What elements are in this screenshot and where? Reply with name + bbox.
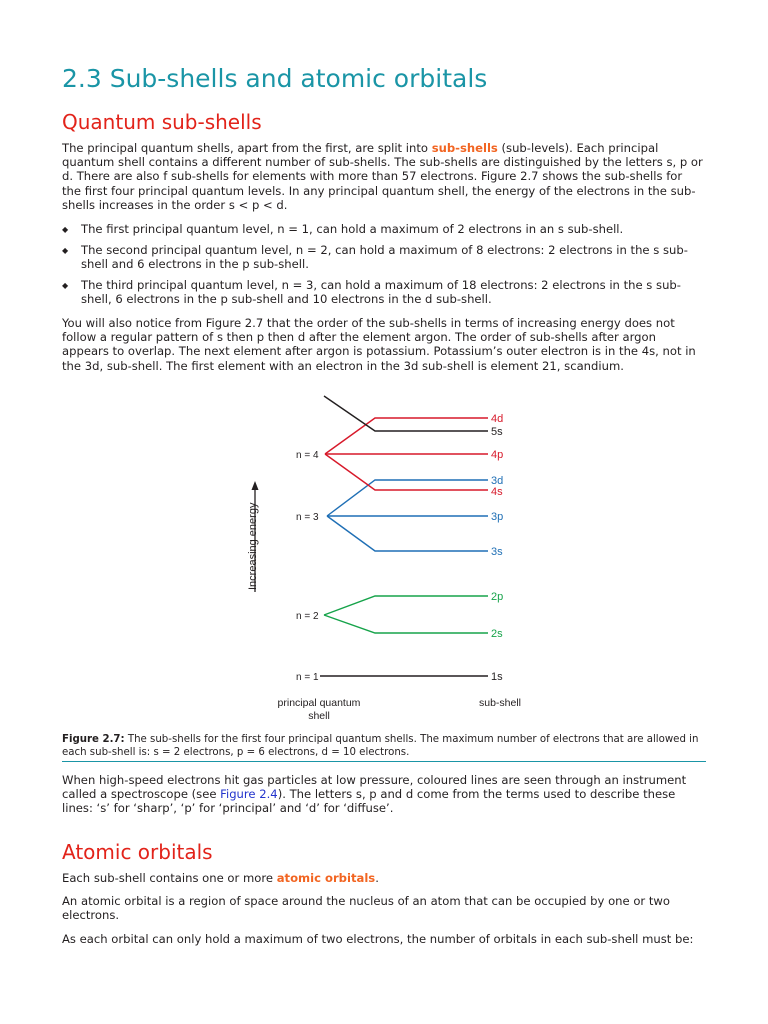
level-2p-line	[324, 596, 488, 615]
subshell-4p-label: 4p	[491, 449, 504, 461]
divider	[62, 761, 706, 762]
keyword-sub-shells[interactable]: sub-shells	[431, 141, 498, 155]
subshell-5s-label: 5s	[491, 426, 503, 438]
subshell-4d-label: 4d	[491, 413, 504, 425]
subshell-1s-label: 1s	[491, 671, 503, 683]
figure-caption-text: The sub-shells for the first four principal quantum shells. The maximum number of electrons that are allowed in each sub-shell is: s = 2 electrons, p = 6 electrons, d = 10 electrons.	[62, 734, 699, 758]
heading-quantum-sub-shells: Quantum sub-shells	[62, 110, 262, 134]
paragraph-orbitals-per-sub-shell: As each orbital can only hold a maximum of two electrons, the number of orbitals in each sub-shell must be:	[62, 932, 694, 946]
text: When high-speed electrons hit gas particles at low pressure, coloured lines are seen through an instrument called a spectroscope (see	[62, 773, 687, 802]
level-n2-label: n = 2	[296, 611, 319, 622]
sub-shell-energy-diagram	[232, 388, 532, 728]
subshell-4s-label: 4s	[491, 486, 503, 498]
level-3d-line	[327, 480, 488, 516]
level-n3-label: n = 3	[296, 512, 319, 523]
list-item	[62, 243, 704, 271]
energy-axis-label: Increasing energy	[247, 502, 259, 590]
heading-atomic-orbitals: Atomic orbitals	[62, 840, 213, 864]
level-n1-label: n = 1	[296, 672, 319, 683]
keyword-atomic-orbitals[interactable]: atomic orbitals	[276, 871, 376, 885]
subshell-3p-label: 3p	[491, 511, 504, 523]
paragraph-orbital-definition: An atomic orbital is a region of space around the nucleus of an atom that can be occupied by one or two electrons.	[62, 894, 671, 923]
figure-caption	[62, 733, 706, 759]
list-item	[62, 222, 704, 236]
bullet-list	[62, 222, 704, 313]
figure-caption-label: Figure 2.7:	[62, 734, 125, 745]
level-2s-line	[324, 615, 488, 633]
subshell-3d-label: 3d	[491, 475, 504, 487]
link-figure-2-4[interactable]: Figure 2.4	[220, 787, 278, 802]
paragraph-sub-shell-order: You will also notice from Figure 2.7 that the order of the sub-shells in terms of increasing energy does not follow a regular pattern of s then p then d after the element argon. The order of sub-shells after argon appears to overlap. The next element after argon is potassium. Potassium’s outer electron is in the 4s, not in the 3d, sub-shell. The first element with an electron in the 3d sub-shell is element 21, scandium.	[62, 316, 696, 373]
text: Each sub-shell contains one or more	[62, 871, 277, 885]
bullet-diamond-icon: ◆	[62, 225, 69, 234]
text: .	[375, 871, 379, 885]
list-item-text: The second principal quantum level, n = 2, can hold a maximum of 8 electrons: 2 electrons in the s sub-shell and 6 electrons in the p sub-shell.	[81, 242, 688, 271]
bullet-diamond-icon: ◆	[62, 245, 69, 255]
principal-shell-label-line1: principal quantum	[277, 697, 361, 709]
level-3s-line	[327, 516, 488, 551]
subshell-2p-label: 2p	[491, 591, 504, 603]
section-title: 2.3 Sub-shells and atomic orbitals	[62, 64, 488, 93]
subshell-column-label: sub-shell	[478, 697, 522, 709]
level-n2-lines	[324, 596, 488, 633]
list-item	[62, 278, 704, 306]
level-n4-label: n = 4	[296, 450, 319, 461]
paragraph-sub-shells-intro	[62, 141, 704, 212]
level-5s-line	[324, 396, 488, 431]
text: ). The letters s, p and d come from the terms used to describe these lines: ‘s’ for ‘sharp’, ‘p’ for ‘principal’ and ‘d’ for ‘diffuse’.	[62, 787, 676, 816]
text: (sub-levels). Each principal quantum shell contains a different number of sub-shells. The sub-shells are distinguished by the letters s, p or d. There are also f sub-shells for elements with more than 57 electrons. Figure 2.7 shows the sub-shells for the first four principal quantum levels. In any principal quantum shell, the energy of the electrons in the sub-shells increases in the order s < p < d.	[62, 141, 703, 212]
subshell-2s-label: 2s	[491, 628, 503, 640]
energy-axis-arrow-icon	[252, 481, 259, 490]
level-4s-line	[325, 454, 488, 490]
list-item-text: The third principal quantum level, n = 3, can hold a maximum of 18 electrons: 2 electrons in the s sub-shell, 6 electrons in the p sub-shell and 10 electrons in the d sub-shell.	[81, 277, 681, 306]
list-item-text: The first principal quantum level, n = 1, can hold a maximum of 2 electrons in an s sub-shell.	[81, 222, 624, 236]
principal-shell-label-line2: shell	[308, 710, 330, 722]
level-4d-line	[325, 418, 488, 454]
text: The principal quantum shells, apart from the first, are split into	[62, 141, 432, 155]
paragraph-spectroscope	[62, 773, 704, 816]
paragraph-orbitals-intro	[62, 871, 704, 885]
level-n4-lines	[325, 418, 488, 490]
subshell-3s-label: 3s	[491, 546, 503, 558]
bullet-diamond-icon: ◆	[62, 280, 69, 290]
